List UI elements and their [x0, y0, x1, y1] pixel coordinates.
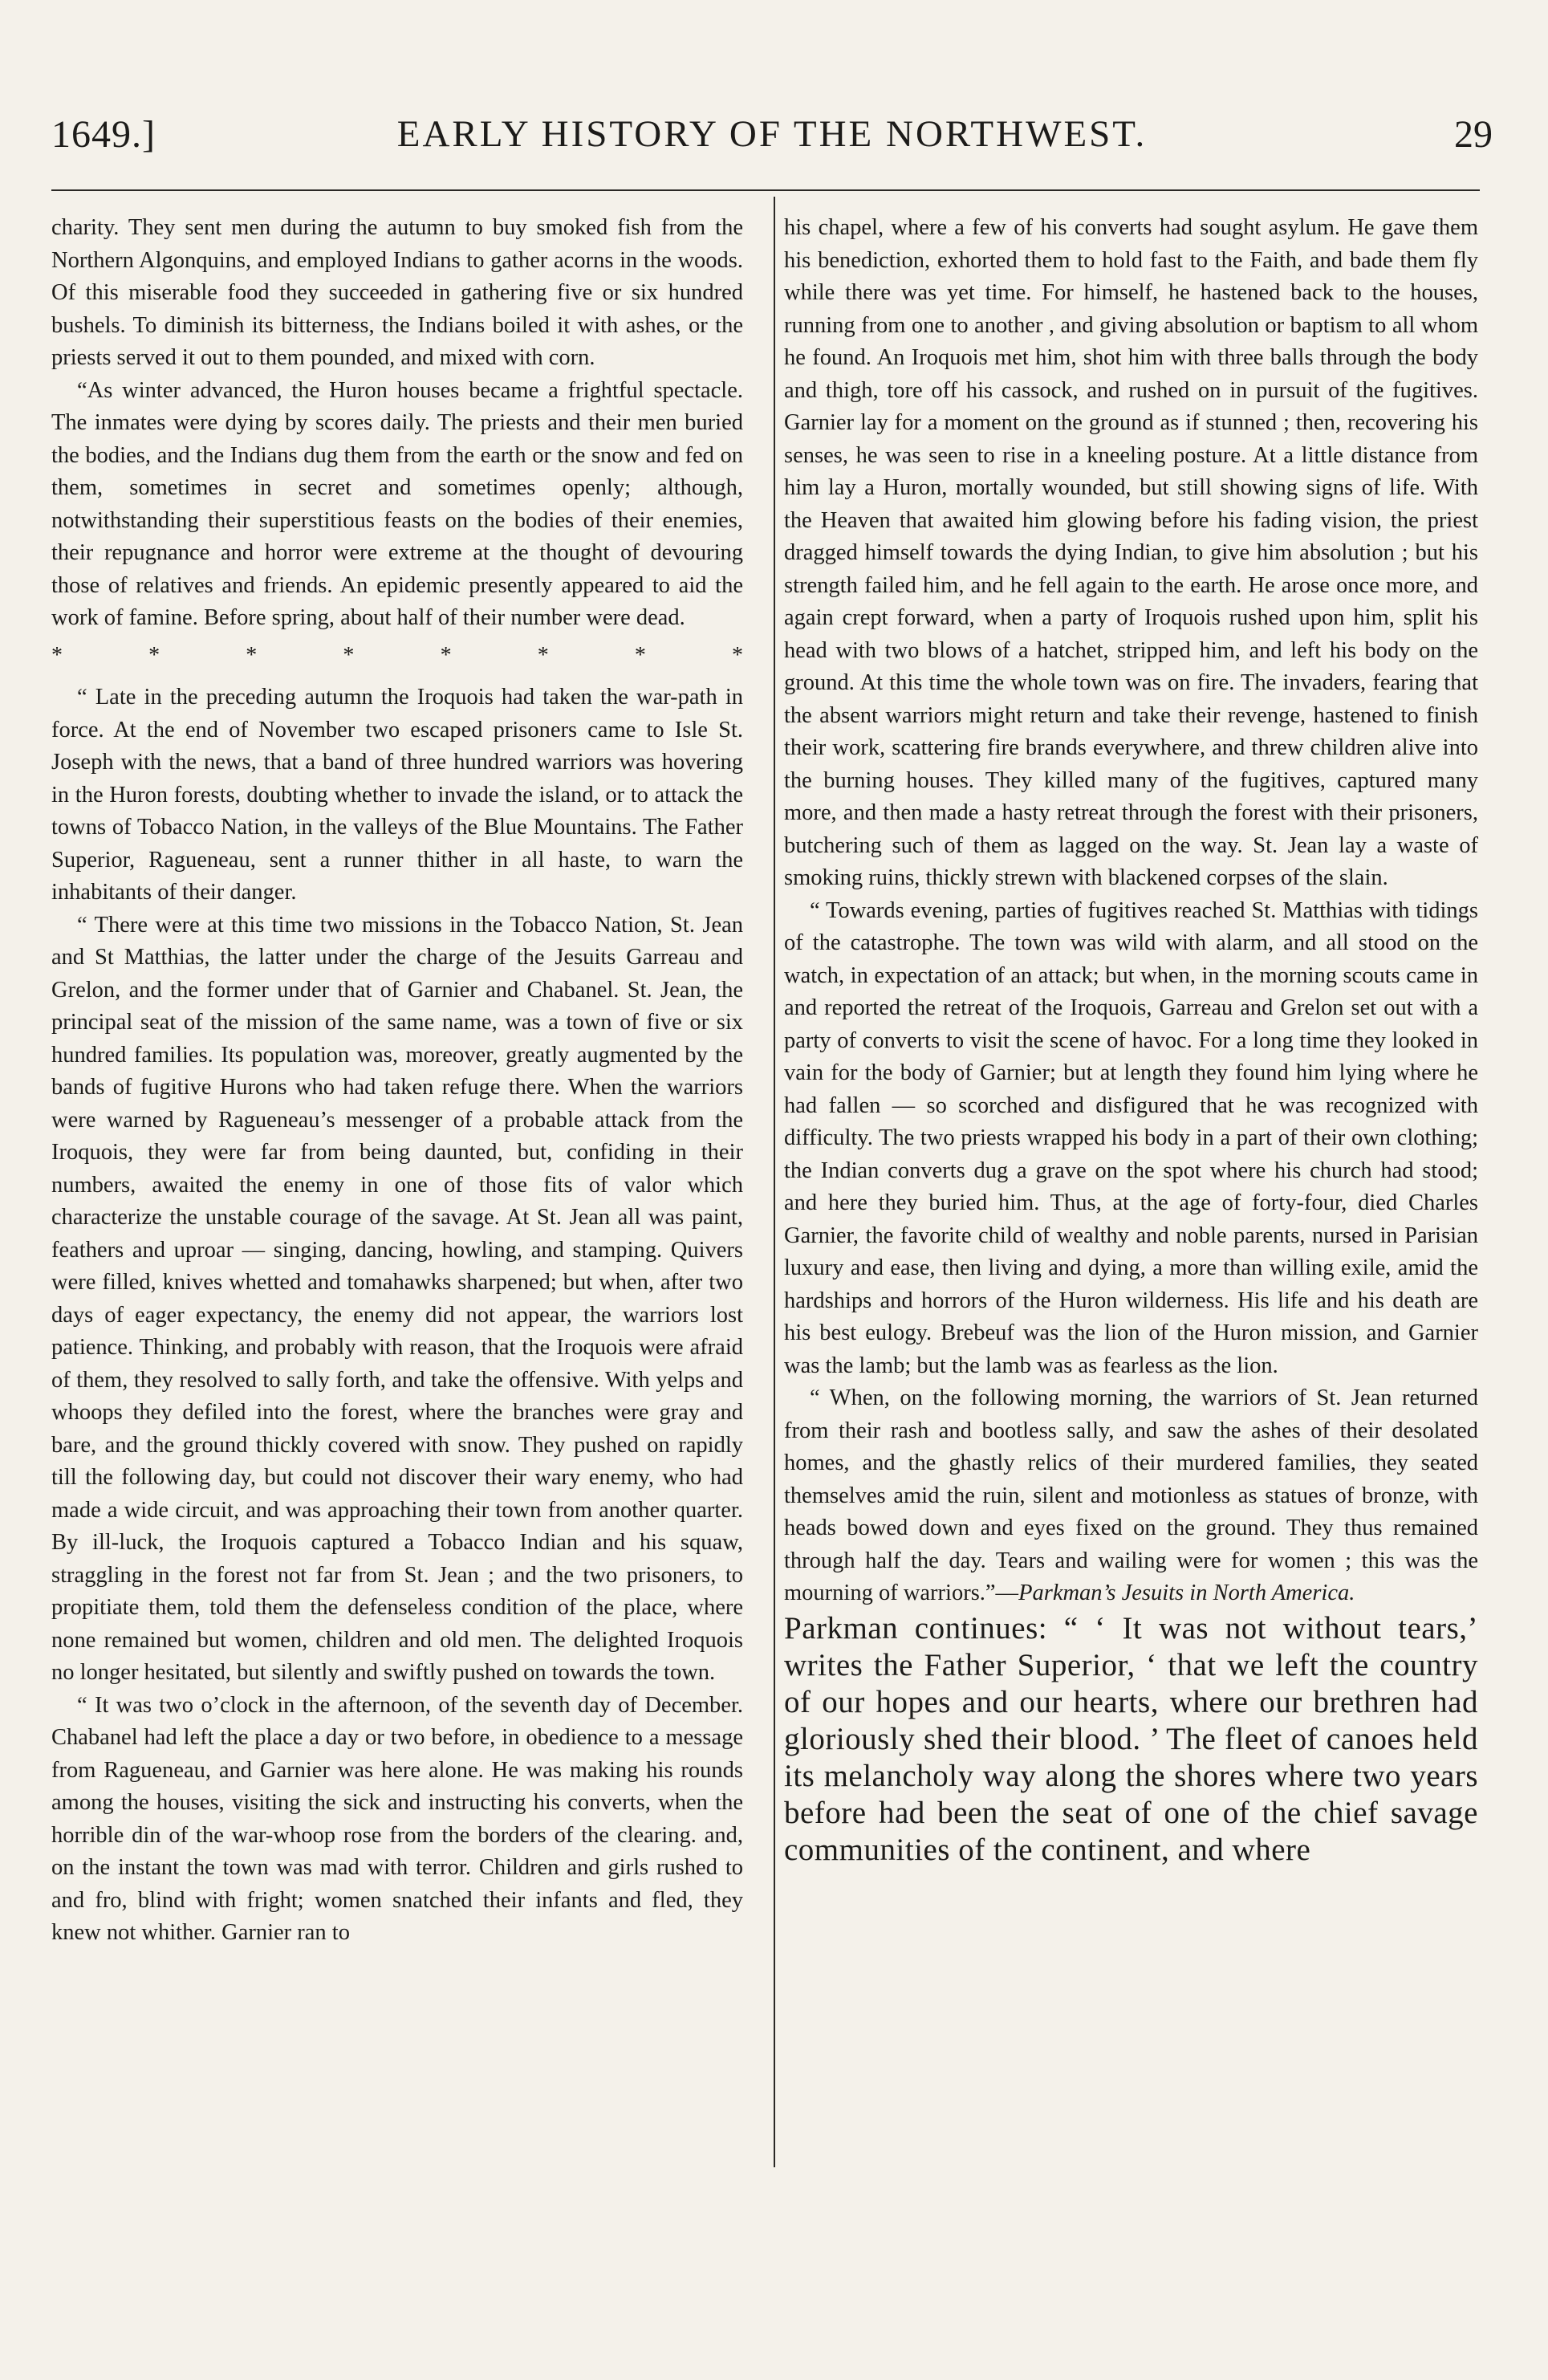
column-divider: [774, 197, 775, 2167]
left-paragraph-5: “ It was two o’clock in the afternoon, of the seventh day of December. Chabanel had left the place a day or two before, in obedience to a message from Ragueneau, and Garnier was here alone. He was making his rounds among the houses, visiting the sick and instructing his converts, when the horrible din of the war-whoop rose from the borders of the clearing. and, on the instant the town was mad with terror. Children and girls rushed to and fro, blind with fright; women snatched their infants and fled, they knew not whither. Garnier ran to: [51, 1692, 743, 1945]
right-paragraph-3: [784, 1382, 1478, 1610]
star: *: [537, 642, 549, 668]
quote-text: “ When, on the following morning, the warriors of St. Jean returned from their rash and bootless sally, and saw the ashes of their desolated homes, and the ghastly relics of their murdered families, they seated themselves amid the ruin, silent and motionless as statues of bronze, with heads bowed down and eyes fixed on the ground. They thus remained through half the day. Tears and wailing were for women ; this was the mourning of warriors.”—: [784, 1385, 1478, 1605]
left-column: [51, 212, 743, 1950]
left-paragraph-2: “As winter advanced, the Huron houses became a frightful spectacle. The inmates were dying by scores daily. The priests and their men buried the bodies, and the Indians dug them from the earth or the snow and fed on them, sometimes in secret and sometimes openly; although, notwithstanding their superstitious feasts on the bodies of their enemies, their repugnance and horror were extreme at the thought of devouring those of relatives and friends. An epidemic presently appeared to aid the work of famine. Before spring, about half of their number were dead.: [51, 377, 743, 630]
star: *: [246, 642, 258, 668]
star: *: [343, 642, 355, 668]
left-paragraph-4: “ There were at this time two missions in the Tobacco Nation, St. Jean and St Matthias, the latter under the charge of the Jesuits Garreau and Grelon, and the former under that of Garnier and Chabanel. St. Jean, the principal seat of the mission of the same name, was a town of five or six hundred families. Its population was, moreover, greatly augmented by the bands of fugitive Hurons who had taken refuge there. When the warriors were warned by Ragueneau’s messenger of a probable attack from the Iroquois, they were far from being daunted, but, confiding in their numbers, awaited the enemy in one of those fits of valor which characterize the unstable courage of the savage. At St. Jean all was paint, feathers and uproar — singing, dancing, howling, and stamping. Quivers were filled, knives whetted and tomahawks sharpened; but when, after two days of eager expectancy, the enemy did not appear, the warriors lost patience. Thinking, and probably with reason, that the Iroquois were afraid of them, they resolved to sally forth, and take the offensive. With yelps and whoops they defiled into the forest, where the branches were gray and bare, and the ground thickly covered with snow. They pushed on rapidly till the following day, but could not discover their wary enemy, who had made a wide circuit, and was approaching their town from another quarter. By ill-luck, the Iroquois captured a Tobacco Indian and his squaw, straggling in the forest not far from St. Jean ; and the two prisoners, to propitiate them, told them the defenseless condition of the place, where none remained but women, children and old men. The delighted Iroquois no longer hesitated, but silently and swiftly pushed on towards the town.: [51, 912, 743, 1685]
left-paragraph-1: charity. They sent men during the autumn to buy smoked fish from the Northern Algonquins, and employed Indians to gather acorns in the woods. Of this miserable food they succeeded in gathering five or six hundred bushels. To diminish its bitterness, the Indians boiled it with ashes, or the priests served it out to them pounded, and mixed with corn.: [51, 215, 743, 370]
section-break-stars: [51, 635, 743, 682]
header-rule: [51, 189, 1480, 191]
source-citation: Parkman’s Jesuits in North America.: [1018, 1581, 1355, 1605]
left-paragraph-3: “ Late in the preceding autumn the Iroquois had taken the war-path in force. At the end of November two escaped prisoners came to Isle St. Joseph with the news, that a band of three hundred warriors was hovering in the Huron forests, doubting whether to invade the island, or to attack the towns of Tobacco Nation, in the valleys of the Blue Mountains. The Father Superior, Ragueneau, sent a runner thither in all haste, to warn the inhabitants of their danger.: [51, 685, 743, 905]
star: *: [731, 642, 743, 668]
page-number: 29: [1454, 113, 1493, 156]
header-title: EARLY HISTORY OF THE NORTHWEST.: [396, 113, 1148, 155]
right-paragraph-2: “ Towards evening, parties of fugitives reached St. Matthias with tidings of the catastrophe. The town was wild with alarm, and all stood on the watch, in expectation of an attack; but when, in the morning scouts came in and reported the retreat of the Iroquois, Garreau and Grelon set out with a party of converts to visit the scene of havoc. For a long time they looked in vain for the body of Garnier; but at length they found him lying where he had fallen — so scorched and disfigured that he was recognized with difficulty. The two priests wrapped his body in a part of their own clothing; the Indian converts dug a grave on the spot where his church had stood; and here they buried him. Thus, at the age of forty-four, died Charles Garnier, the favorite child of wealthy and noble parents, nursed in Parisian luxury and ease, then living and dying, a more than willing exile, amid the hardships and horrors of the Huron wilderness. His life and his death are his best eulogy. Brebeuf was the lion of the Huron mission, and Garnier was the lamb; but the lamb was as fearless as the lion.: [784, 897, 1478, 1378]
right-column: [784, 212, 1478, 1869]
star: *: [440, 642, 452, 668]
header-year: 1649.]: [51, 113, 156, 156]
star: *: [51, 642, 63, 668]
star: *: [634, 642, 646, 668]
star: *: [148, 642, 160, 668]
right-paragraph-1: his chapel, where a few of his converts had sought asylum. He gave them his benediction, exhorted them to hold fast to the Faith, and bade them fly while there was yet time. For himself, he hastened back to the houses, running from one to another , and giving absolution or baptism to all whom he found. An Iroquois met him, shot him with three balls through the body and thigh, tore off his cassock, and rushed on in pursuit of the fugitives. Garnier lay for a moment on the ground as if stunned ; then, recovering his senses, he was seen to rise in a kneeling posture. At a little distance from him lay a Huron, mortally wounded, but still showing signs of life. With the Heaven that awaited him glowing before his fading vision, the priest dragged himself towards the dying Indian, to give him absolution ; but his strength failed him, and he fell again to the earth. He arose once more, and again crept forward, when a party of Iroquois rushed upon him, split his head with two blows of a hatchet, stripped him, and left his body on the ground. At this time the whole town was on fire. The invaders, fearing that the absent warriors might return and take their revenge, hastened to finish their work, scattering fire brands everywhere, and threw children alive into the burning houses. They killed many of the fugitives, captured many more, and then made a hasty retreat through the forest with their prisoners, butchering such of them as lagged on the way. St. Jean lay a waste of smoking ruins, thickly strewn with blackened corpses of the slain.: [784, 215, 1478, 890]
large-type-paragraph: Parkman continues: “ ‘ It was not without tears,’ writes the Father Superior, ‘ that we left the country of our hopes and our hearts, where our brethren had gloriously shed their blood. ’ The fleet of canoes held its melancholy way along the shores where two years before had been the seat of one of the chief savage communities of the continent, and where: [784, 1610, 1478, 1867]
running-header: [51, 112, 1493, 169]
